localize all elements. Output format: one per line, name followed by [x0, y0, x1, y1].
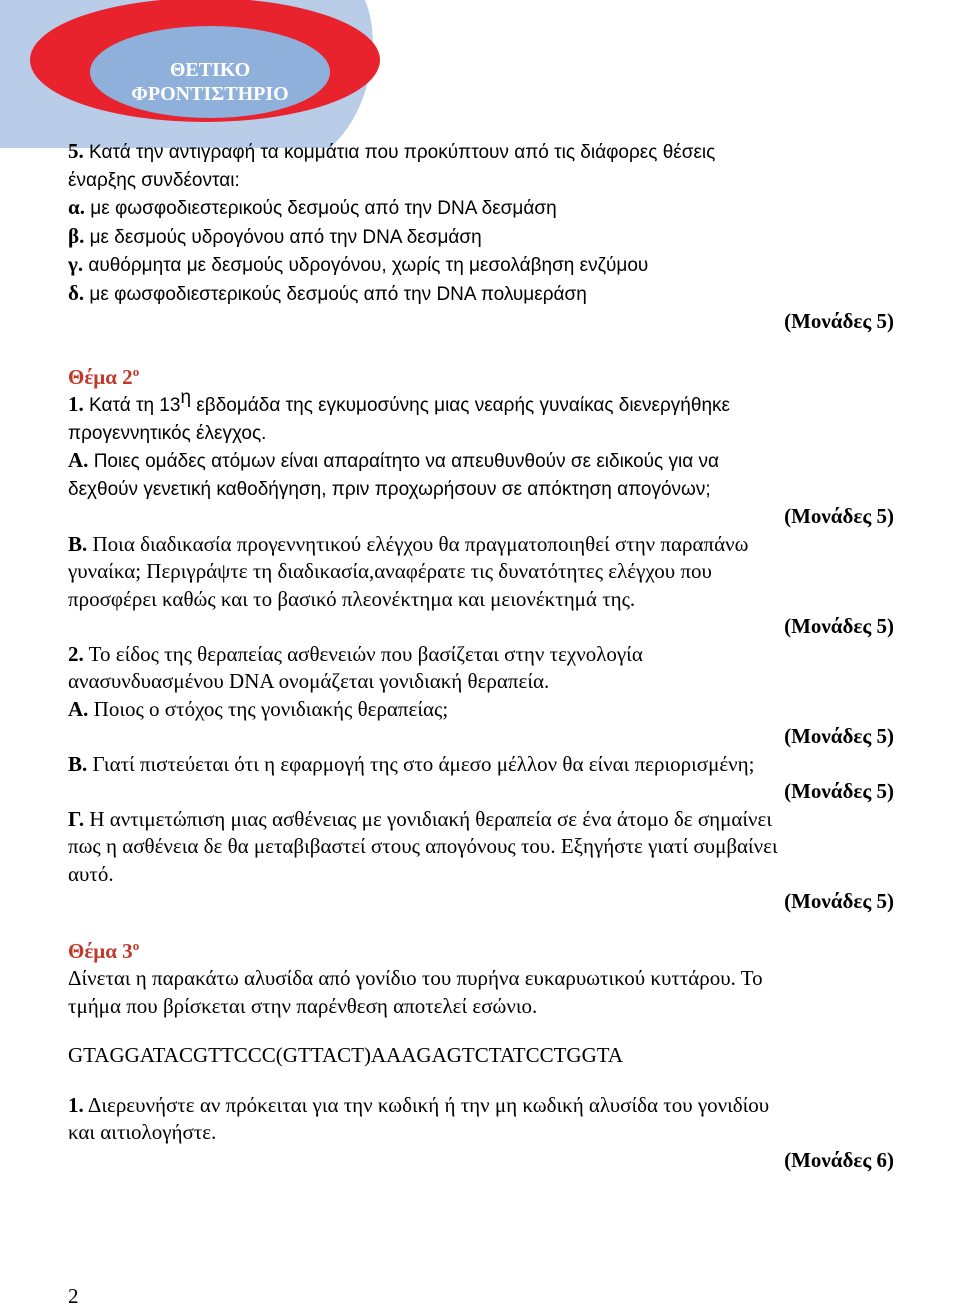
- t3q1-text1: Διερευνήστε αν πρόκειται για την κωδική ή την μη κωδική αλυσίδα του γονιδίου: [83, 1092, 770, 1117]
- logo-line1: ΘΕΤΙΚΟ: [169, 59, 251, 81]
- t2q2-line1: [68, 641, 894, 669]
- document-body: [68, 138, 894, 1174]
- theme2-heading: [68, 364, 894, 392]
- t2q1-line2: προγεννητικός έλεγχος.: [68, 422, 267, 444]
- t2q2b-points: (Μονάδες 5): [784, 779, 894, 803]
- t2q1b-text1: Ποια διαδικασία προγεννητικού ελέγχου θα πραγματοποιηθεί στην παραπάνω: [87, 531, 749, 556]
- t2q1b-line1: [68, 531, 894, 559]
- t2q2a-line: [68, 696, 894, 724]
- t2q1a-points: (Μονάδες 5): [784, 504, 894, 528]
- t2q1b-label: Β.: [68, 531, 88, 556]
- t2q2c-label: Γ.: [68, 806, 85, 831]
- t2q1-number: 1.: [68, 392, 84, 416]
- t2q2c-points: (Μονάδες 5): [784, 889, 894, 913]
- t2q1a-line2: δεχθούν γενετική καθοδήγηση, πριν προχωρήσουν σε απόκτηση απογόνων;: [68, 478, 711, 500]
- dna-sequence: GTAGGATACGTTCCC(GTTACT)AAAGAGTCTATCCTGGTA: [68, 1043, 624, 1067]
- t3q1-number: 1.: [68, 1092, 84, 1117]
- t3q1-line2: και αιτιολογήστε.: [68, 1120, 217, 1144]
- t2q2b-label: Β.: [68, 751, 88, 776]
- logo-text: [90, 58, 330, 106]
- option-letter: δ.: [68, 280, 85, 305]
- q5-number: 5.: [68, 139, 84, 163]
- q5-option-c: [68, 251, 894, 280]
- option-text: αυθόρμητα με δεσμούς υδρογόνου, χωρίς τη μεσολάβηση ενζύμου: [83, 255, 649, 276]
- t2q1-text-a: Κατά τη 13: [83, 395, 181, 416]
- q5-line2: έναρξης συνδέονται:: [68, 169, 240, 191]
- t2q2c-line1: [68, 806, 894, 834]
- t2q2-number: 2.: [68, 641, 84, 666]
- option-letter: γ.: [68, 252, 84, 276]
- t3q1-line1: [68, 1092, 894, 1120]
- t2q2-line2: ανασυνδυασμένου DNA ονομάζεται γονιδιακή θεραπεία.: [68, 669, 550, 693]
- option-text: με φωσφοδιεστερικούς δεσμούς από την DNA πολυμεράση: [84, 283, 587, 305]
- theme3-heading: [68, 938, 894, 966]
- t3-intro-line2: τμήμα που βρίσκεται στην παρένθεση αποτελεί εσώνιο.: [68, 993, 538, 1018]
- spacer: [68, 1020, 894, 1042]
- q5-option-d: [68, 280, 894, 309]
- t2q2c-line3: αυτό.: [68, 861, 114, 886]
- t2q1a-text1: Ποιες ομάδες ατόμων είναι απαραίτητο να απευθυνθούν σε ειδικούς για να: [88, 451, 719, 472]
- t2q2b-text: Γιατί πιστεύεται ότι η εφαρμογή της στο άμεσο μέλλον θα είναι περιορισμένη;: [87, 751, 755, 776]
- spacer: [68, 336, 894, 364]
- t2q1-text-b: εβδομάδα της εγκυμοσύνης μιας νεαρής γυναίκας διενεργήθηκε: [191, 395, 730, 416]
- option-text: με δεσμούς υδρογόνου από την DNA δεσμάση: [84, 226, 482, 248]
- t2q2c-text1: Η αντιμετώπιση μιας ασθένειας με γονιδιακή θεραπεία σε ένα άτομο δε σημαίνει: [84, 806, 773, 831]
- t2q1b-line3: προσφέρει καθώς και το βασικό πλεονέκτημα και μειονέκτημά της.: [68, 586, 636, 611]
- t2q1-line1: [68, 387, 894, 420]
- t2q2a-text: Ποιος ο στόχος της γονιδιακής θεραπείας;: [88, 696, 449, 721]
- q5-option-b: [68, 223, 894, 252]
- q5-text1: Κατά την αντιγραφή τα κομμάτια που προκύπτουν από τις διάφορες θέσεις: [83, 142, 716, 163]
- q5-points: (Μονάδες 5): [784, 309, 894, 333]
- t2q1a-line1: [68, 447, 894, 476]
- t2q2b-line: [68, 751, 894, 779]
- theme3-sup: ο: [132, 937, 140, 953]
- q5-option-a: [68, 194, 894, 223]
- option-text: με φωσφοδιεστερικούς δεσμούς από την DNA δεσμάση: [84, 198, 557, 219]
- q5-line1: [68, 138, 894, 167]
- theme2-sup: ο: [132, 363, 140, 379]
- t2q1-sup: η: [180, 387, 192, 408]
- page-number: 2: [68, 1284, 79, 1308]
- t3-intro-line1: Δίνεται η παρακάτω αλυσίδα από γονίδιο του πυρήνα ευκαρυωτικού κυττάρου. Το: [68, 966, 763, 990]
- spacer: [68, 1070, 894, 1092]
- option-letter: β.: [68, 223, 85, 248]
- t2q2c-line2: πως η ασθένεια δε θα μεταβιβαστεί στους απογόνους του. Εξηγήστε γιατί συμβαίνει: [68, 834, 778, 858]
- t2q1a-label: Α.: [68, 448, 89, 472]
- t2q2a-points: (Μονάδες 5): [784, 724, 894, 748]
- t2q1b-points: (Μονάδες 5): [784, 614, 894, 638]
- spacer: [68, 916, 894, 938]
- header-logo: [0, 0, 400, 160]
- t2q2a-label: Α.: [68, 696, 89, 721]
- theme2-title: Θέμα 2: [68, 364, 133, 389]
- t2q1b-line2: γυναίκα; Περιγράψτε τη διαδικασία,αναφέρατε τις δυνατότητες ελέγχου που: [68, 559, 712, 583]
- t2q2-text1: Το είδος της θεραπείας ασθενειών που βασίζεται στην τεχνολογία: [83, 641, 643, 666]
- theme3-title: Θέμα 3: [68, 938, 133, 963]
- t3q1-points: (Μονάδες 6): [784, 1147, 894, 1172]
- logo-line2: ΦΡΟΝΤΙΣΤΗΡΙΟ: [131, 83, 289, 105]
- option-letter: α.: [68, 195, 85, 219]
